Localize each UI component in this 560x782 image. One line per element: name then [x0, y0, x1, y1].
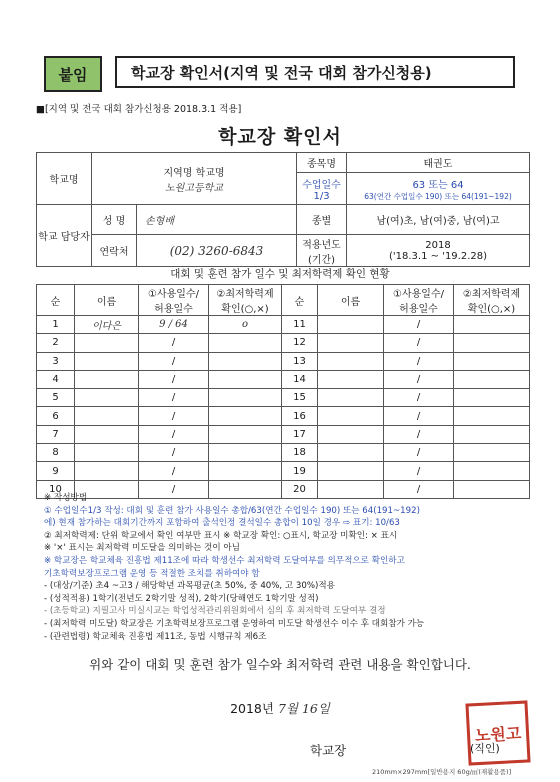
form-title: 학교장 확인서(지역 및 전국 대회 참가신청용) — [115, 56, 515, 88]
left-cell-name — [75, 444, 139, 462]
year-label — [297, 235, 347, 267]
year-label-line1: 적용년도 — [302, 239, 341, 251]
left-cell-no: 1 — [37, 316, 75, 334]
left-cell-name — [75, 352, 139, 370]
document-title: 학교장 확인서 — [218, 126, 342, 148]
left-cell-days: / — [139, 462, 209, 480]
left-cell-name — [75, 334, 139, 352]
year-value — [347, 235, 530, 267]
contact-label: 연락처 — [92, 235, 137, 267]
attendance-section-title: 대회 및 훈련 참가 일수 및 최저학력제 확인 현황 — [170, 268, 390, 280]
header-days-line2: 허용일수 — [154, 304, 193, 315]
left-cell-no: 5 — [37, 389, 75, 407]
event-label: 종목명 — [297, 153, 347, 173]
note-2b: ※ '×' 표시는 최저학력 미도달을 의미하는 것이 아님 — [44, 543, 240, 554]
left-cell-days: / — [139, 352, 209, 370]
days-value-line2: 63(연간 수업일수 190) 또는 64(191~192) — [364, 191, 512, 201]
left-cell-days: / — [139, 407, 209, 425]
left-cell-days: 9 / 64 — [139, 316, 209, 334]
note-bullet-1: - (대상/기준) 초4 ~고3 / 해당학년 과목평균(초 50%, 중 40%, 고 30%)적용 — [44, 581, 335, 592]
left-cell-name — [75, 407, 139, 425]
school-label: 학교명 — [37, 153, 92, 205]
header-min-right-line1: ②최저학력제 — [462, 289, 521, 300]
year-value-line1: 2018 — [425, 239, 451, 251]
left-cell-days: / — [139, 425, 209, 443]
right-cell-min — [454, 389, 530, 407]
teacher-label: 학교 담당자 — [37, 205, 92, 267]
header-no: 순 — [37, 285, 75, 316]
header-min-right-line2: 확인(○,×) — [467, 304, 516, 315]
header-name-right: 이름 — [318, 285, 384, 316]
date-year: 2018년 — [230, 701, 274, 716]
days-label-line2: 1/3 — [313, 190, 330, 202]
left-cell-name: 이다은 — [75, 316, 139, 334]
right-cell-days: / — [384, 316, 454, 334]
left-cell-no: 9 — [37, 462, 75, 480]
right-cell-min — [454, 462, 530, 480]
note-2d: 기초학력보장프로그램 운영 등 적절한 조치를 취하여야 함 — [44, 568, 260, 579]
header-min-line2: 확인(○,×) — [221, 304, 269, 315]
name-label: 성 명 — [92, 205, 137, 235]
table-row — [37, 370, 530, 388]
date-day: 16일 — [301, 701, 330, 716]
right-cell-no: 17 — [282, 425, 318, 443]
right-cell-no: 11 — [282, 316, 318, 334]
right-cell-min — [454, 334, 530, 352]
right-cell-days: / — [384, 407, 454, 425]
left-cell-no: 7 — [37, 425, 75, 443]
days-label — [297, 173, 347, 205]
right-cell-name — [318, 407, 384, 425]
right-cell-name — [318, 334, 384, 352]
left-cell-min — [209, 352, 282, 370]
right-cell-min — [454, 444, 530, 462]
table-row — [37, 389, 530, 407]
right-cell-no: 13 — [282, 352, 318, 370]
left-cell-no: 4 — [37, 370, 75, 388]
right-cell-min — [454, 407, 530, 425]
left-cell-days: / — [139, 444, 209, 462]
left-cell-name — [75, 389, 139, 407]
right-cell-days: / — [384, 352, 454, 370]
table-row — [37, 316, 530, 334]
left-cell-min — [209, 425, 282, 443]
note-2a: ② 최저학력제: 단위 학교에서 확인 여부만 표시 ※ 학교장 확인: ○표시, 학교장 미확인: × 표시 — [44, 530, 398, 541]
left-cell-name — [75, 425, 139, 443]
confirmation-statement: 위와 같이 대회 및 훈련 참가 일수와 최저학력 관련 내용을 확인합니다. — [89, 657, 471, 672]
right-cell-min — [454, 316, 530, 334]
left-cell-no: 2 — [37, 334, 75, 352]
header-min-line1: ②최저학력제 — [216, 289, 274, 300]
table-row — [37, 425, 530, 443]
note-bullet-2: - (성적적용) 1학기(전년도 2학기말 성적), 2학기(당해연도 1학기말 성적) — [44, 593, 319, 604]
right-cell-days: / — [384, 334, 454, 352]
year-value-line2: ('18.3.1 ~ '19.2.28) — [389, 250, 488, 262]
left-cell-days: / — [139, 480, 209, 498]
note-2c: ※ 학교장은 학교체육 진흥법 제11조에 따라 학생선수 최저학력 도달여부를 의무적으로 확인하고 — [44, 555, 405, 566]
category-value: 남(여)초, 남(여)중, 남(여)고 — [347, 205, 530, 235]
school-name-handwritten: 노원고등학교 — [165, 182, 223, 194]
school-cell — [92, 153, 297, 205]
left-cell-days: / — [139, 334, 209, 352]
contact-handwritten: (02) 3260-6843 — [137, 235, 297, 267]
year-label-line2: (기간) — [307, 254, 336, 266]
right-cell-no: 16 — [282, 407, 318, 425]
header-min-right — [454, 285, 530, 316]
header-days-right-line1: ①사용일수/ — [393, 289, 444, 300]
paper-spec-footer: 210mm×297mm[일반용지 60g/㎡(재활용품)] — [372, 768, 512, 776]
applicability-note: ■[지역 및 전국 대회 참가신청용 2018.3.1 적용] — [36, 104, 242, 115]
right-cell-name — [318, 462, 384, 480]
right-cell-days: / — [384, 462, 454, 480]
left-cell-days: / — [139, 389, 209, 407]
left-cell-no: 10 — [37, 480, 75, 498]
header-days-line1: ①사용일수/ — [148, 289, 199, 300]
table-row — [37, 334, 530, 352]
school-info-table — [36, 152, 530, 267]
teacher-name-handwritten: 손형배 — [137, 205, 297, 235]
table-row — [37, 407, 530, 425]
left-cell-name — [75, 370, 139, 388]
right-cell-name — [318, 425, 384, 443]
header-no-right: 순 — [282, 285, 318, 316]
right-cell-name — [318, 389, 384, 407]
left-cell-no: 3 — [37, 352, 75, 370]
official-seal-label: (직인) — [470, 742, 500, 755]
left-cell-no: 8 — [37, 444, 75, 462]
right-cell-days: / — [384, 444, 454, 462]
note-bullet-4: - (최저학력 미도달) 학교장은 기초학력보장프로그램 운영하여 미도달 학생선수 이수 후 대회참가 가능 — [44, 618, 425, 629]
right-cell-min — [454, 370, 530, 388]
right-cell-no: 19 — [282, 462, 318, 480]
event-value: 태권도 — [347, 153, 530, 173]
left-cell-min — [209, 334, 282, 352]
header-days-right — [384, 285, 454, 316]
left-cell-name — [75, 462, 139, 480]
right-cell-min — [454, 352, 530, 370]
right-cell-min — [454, 425, 530, 443]
table-row — [37, 444, 530, 462]
left-cell-min — [209, 389, 282, 407]
right-cell-name — [318, 316, 384, 334]
note-1a: ① 수업일수1/3 작성: 대회 및 훈련 참가 사용일수 총합/63(연간 수업일수 190) 또는 64(191~192) — [44, 505, 420, 516]
right-cell-no: 20 — [282, 480, 318, 498]
principal-label: 학교장 — [310, 743, 347, 758]
seal-text: 노원고 — [474, 723, 522, 745]
date-month: 7월 — [277, 701, 298, 716]
left-cell-min — [209, 370, 282, 388]
category-label: 종별 — [297, 205, 347, 235]
left-cell-no: 6 — [37, 407, 75, 425]
right-cell-no: 12 — [282, 334, 318, 352]
left-cell-min: o — [209, 316, 282, 334]
right-cell-name — [318, 352, 384, 370]
left-cell-min — [209, 444, 282, 462]
right-cell-days: / — [384, 425, 454, 443]
right-cell-days: / — [384, 389, 454, 407]
right-cell-name — [318, 444, 384, 462]
right-cell-no: 18 — [282, 444, 318, 462]
left-cell-min — [209, 462, 282, 480]
days-label-line1: 수업일수 — [302, 179, 341, 191]
attendance-table — [36, 284, 530, 499]
table-row — [37, 352, 530, 370]
header-days — [139, 285, 209, 316]
writing-instructions — [44, 492, 534, 643]
right-cell-days: / — [384, 370, 454, 388]
right-cell-no: 14 — [282, 370, 318, 388]
right-cell-days: / — [384, 480, 454, 498]
notes-heading: ※ 작성방법 — [44, 493, 88, 503]
header-days-right-line2: 허용일수 — [399, 304, 438, 315]
left-cell-min — [209, 407, 282, 425]
header-name: 이름 — [75, 285, 139, 316]
left-cell-days: / — [139, 370, 209, 388]
note-bullet-3: - (초등학교) 지필고사 미실시교는 학업성적관리위원회에서 심의 후 최저학력 도달여부 결정 — [44, 606, 386, 617]
attachment-badge: 붙임 — [44, 56, 102, 92]
note-1b: 에) 현재 참가하는 대회기간까지 포함하여 출석인정 결석일수 총합이 10일 경우 ⇨ 표기: 10/63 — [44, 518, 400, 529]
right-cell-name — [318, 370, 384, 388]
right-cell-no: 15 — [282, 389, 318, 407]
days-value-line1: 63 또는 64 — [412, 179, 464, 191]
region-school-label: 지역명 학교명 — [163, 167, 225, 179]
table-row — [37, 462, 530, 480]
header-min — [209, 285, 282, 316]
note-bullet-5: - (관련법령) 학교체육 진흥법 제11조, 동법 시행규칙 제6조 — [44, 631, 267, 642]
days-value — [347, 173, 530, 205]
